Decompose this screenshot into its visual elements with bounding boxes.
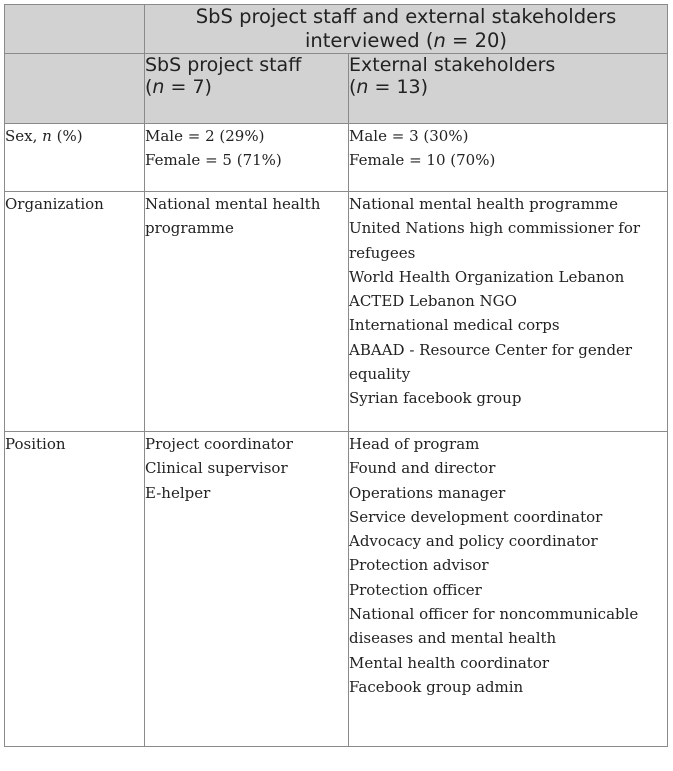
table-row-organization	[5, 192, 668, 432]
list-item: Male = 2 (29%)	[145, 127, 265, 145]
list-item: United Nations high commissioner for refugees	[349, 219, 641, 262]
list-item: National mental health programme	[145, 195, 321, 238]
column-header-external-label: External stakeholders	[349, 54, 556, 76]
position-external-cell	[349, 432, 668, 747]
table-row-sex	[5, 124, 668, 192]
column-header-staff	[145, 54, 349, 124]
list-item: E-helper	[145, 483, 211, 502]
organization-staff-cell	[145, 192, 349, 432]
list-item: Clinical supervisor	[145, 459, 288, 478]
title-row	[5, 5, 668, 54]
list-item: Mental health coordinator	[349, 653, 550, 672]
list-item: Female = 10 (70%)	[349, 151, 496, 170]
organization-external-cell	[349, 192, 668, 432]
stakeholders-table	[4, 4, 668, 747]
table-row-position	[5, 432, 668, 747]
list-item: Project coordinator	[145, 435, 293, 453]
list-item: Male = 3 (30%)	[349, 127, 469, 145]
list-item: Operations manager	[349, 483, 506, 502]
list-item: Female = 5 (71%)	[145, 151, 282, 170]
table-title: SbS project staff and external stakeholders interviewed (n = 20)	[145, 5, 668, 54]
list-item: World Health Organization Lebanon	[349, 267, 625, 286]
list-item: International medical corps	[349, 316, 560, 335]
sex-staff-cell	[145, 124, 349, 192]
column-header-staff-n: (n = 7)	[145, 76, 212, 98]
row-label-sex: Sex, n (%)	[5, 124, 145, 192]
header-blank-cell	[5, 5, 145, 54]
list-item: Protection officer	[349, 580, 482, 599]
column-header-staff-label: SbS project staff	[145, 54, 302, 76]
list-item: Protection advisor	[349, 556, 489, 575]
column-header-row	[5, 54, 668, 124]
list-item: Service development coordinator	[349, 507, 603, 526]
sex-external-cell	[349, 124, 668, 192]
row-label-position: Position	[5, 432, 145, 747]
list-item: Facebook group admin	[349, 677, 524, 696]
list-item: Advocacy and policy coordinator	[349, 532, 598, 551]
header-blank-cell-2	[5, 54, 145, 124]
list-item: ABAAD - Resource Center for gender equality	[349, 340, 633, 384]
list-item: National mental health programme	[349, 195, 618, 213]
row-label-organization: Organization	[5, 192, 145, 432]
list-item: Syrian facebook group	[349, 389, 522, 408]
list-item: ACTED Lebanon NGO	[349, 292, 517, 311]
list-item: Found and director	[349, 459, 496, 478]
column-header-external-n: (n = 13)	[349, 76, 429, 98]
position-staff-cell	[145, 432, 349, 747]
list-item: Head of program	[349, 435, 480, 453]
list-item: National officer for noncommunicable diseases and mental health	[349, 605, 639, 648]
column-header-external	[349, 54, 668, 124]
